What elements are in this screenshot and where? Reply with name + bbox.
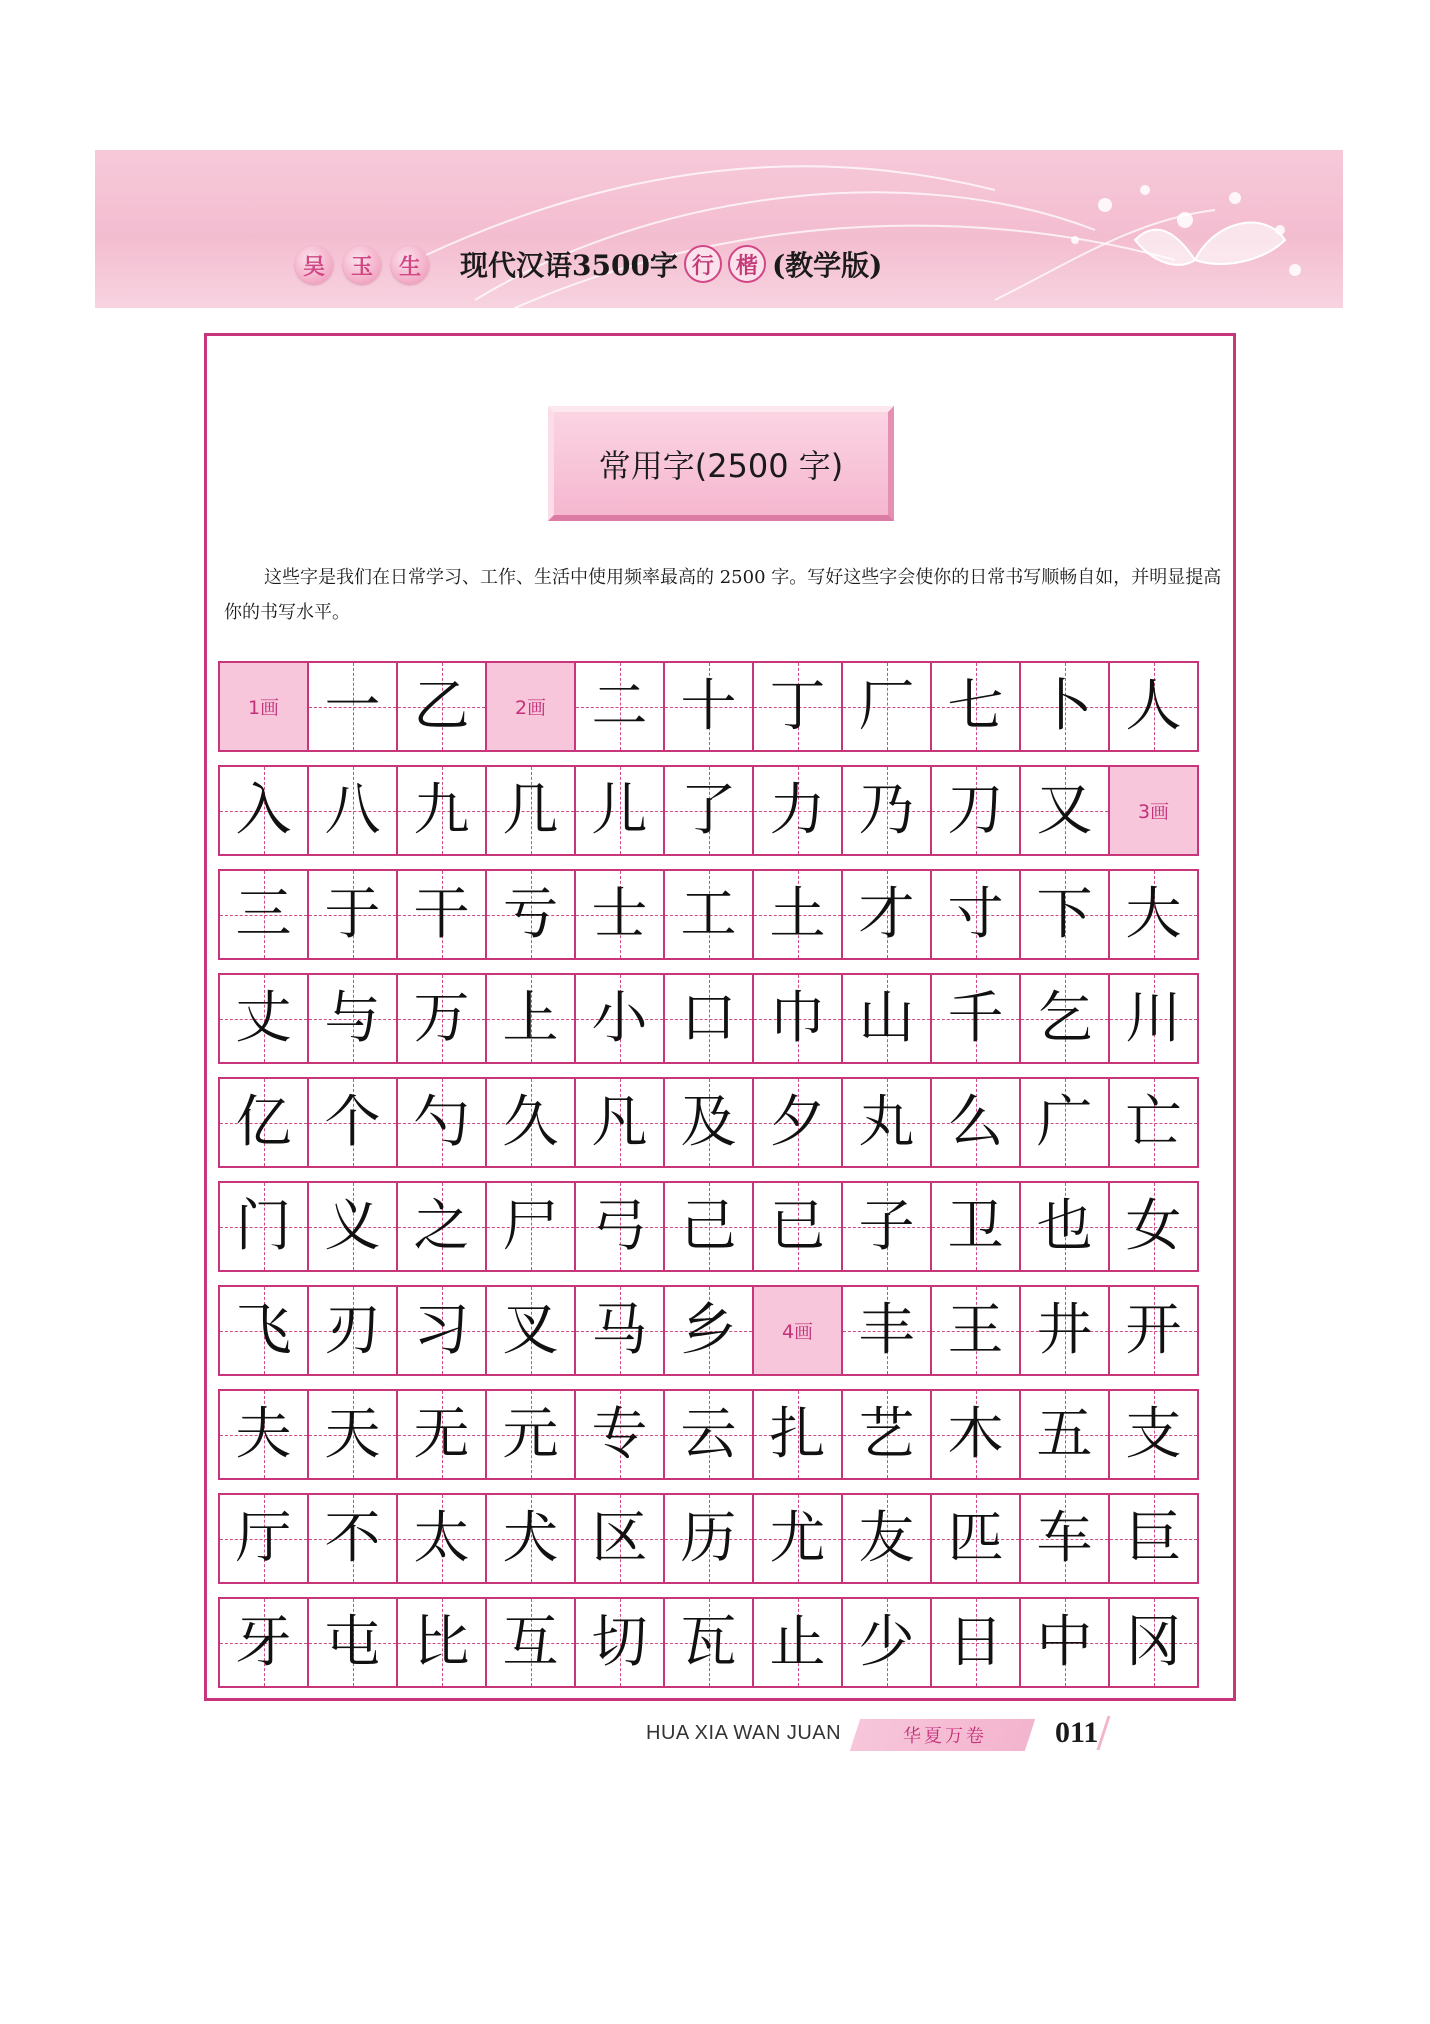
banner-decoration: [95, 150, 1343, 308]
practice-character: 口: [680, 985, 737, 1051]
character-cell: [485, 973, 576, 1064]
character-cell: [218, 765, 309, 856]
character-cell: [1108, 1389, 1199, 1480]
intro-paragraph: 这些字是我们在日常学习、工作、生活中使用频率最高的 2500 字。写好这些字会使你的日常书写顺畅自如，并明显提高你的书写水平。: [224, 567, 1222, 623]
grid-row: [218, 765, 1219, 856]
character-cell: [307, 765, 398, 856]
character-cell: [307, 1077, 398, 1168]
character-cell: [841, 1181, 932, 1272]
practice-character: 上: [502, 985, 559, 1051]
practice-character: 匹: [947, 1505, 1004, 1571]
grid-row: [218, 869, 1219, 960]
character-cell: [1108, 973, 1199, 1064]
character-cell: [307, 1493, 398, 1584]
character-cell: [485, 1077, 576, 1168]
practice-character: 寸: [947, 881, 1004, 947]
character-cell: [1019, 1181, 1110, 1272]
character-cell: [485, 1181, 576, 1272]
practice-character: 丰: [858, 1297, 915, 1363]
practice-character: 刀: [947, 777, 1004, 843]
practice-character: 专: [591, 1401, 648, 1467]
practice-character: 丁: [769, 673, 826, 739]
grid-row: [218, 1597, 1219, 1688]
character-cell: [1019, 1285, 1110, 1376]
character-cell: [930, 869, 1021, 960]
practice-character: 下: [1036, 881, 1093, 947]
practice-character: 女: [1125, 1193, 1182, 1259]
practice-character: 无: [413, 1401, 470, 1467]
practice-character: 己: [680, 1193, 737, 1259]
practice-character: 王: [947, 1297, 1004, 1363]
character-cell: [485, 869, 576, 960]
character-cell: [752, 1077, 843, 1168]
practice-character: 弓: [591, 1193, 648, 1259]
character-cell: [841, 1285, 932, 1376]
stroke-count-label-cell: [1108, 765, 1199, 856]
practice-character: 尸: [502, 1193, 559, 1259]
practice-character: 凡: [591, 1089, 648, 1155]
character-cell: [1019, 869, 1110, 960]
character-cell: [574, 1181, 665, 1272]
character-cell: [752, 1597, 843, 1688]
character-cell: [218, 1493, 309, 1584]
practice-character: 犬: [502, 1505, 559, 1571]
practice-character: 中: [1036, 1609, 1093, 1675]
character-cell: [752, 765, 843, 856]
grid-row: [218, 1077, 1219, 1168]
character-cell: [1019, 1597, 1110, 1688]
character-cell: [485, 1285, 576, 1376]
practice-character: 习: [413, 1297, 470, 1363]
character-cell: [396, 1493, 487, 1584]
character-cell: [396, 1597, 487, 1688]
character-cell: [396, 1077, 487, 1168]
practice-character: 牙: [235, 1609, 292, 1675]
practice-character: 万: [413, 985, 470, 1051]
practice-character: 互: [502, 1609, 559, 1675]
series-name: 现代汉语3500字: [460, 249, 678, 282]
character-cell: [663, 1285, 754, 1376]
practice-character: 之: [413, 1193, 470, 1259]
practice-character: 支: [1125, 1401, 1182, 1467]
practice-character: 个: [324, 1089, 381, 1155]
character-cell: [574, 973, 665, 1064]
practice-character: 瓦: [680, 1609, 737, 1675]
practice-character: 人: [1125, 673, 1182, 739]
character-cell: [218, 869, 309, 960]
character-cell: [930, 1389, 1021, 1480]
character-cell: [930, 973, 1021, 1064]
character-cell: [841, 1389, 932, 1480]
grid-row: [218, 661, 1219, 752]
author-name: [295, 246, 429, 284]
grid-row: [218, 1493, 1219, 1584]
character-grid: [218, 661, 1219, 1701]
character-cell: [1019, 1077, 1110, 1168]
character-cell: [1019, 973, 1110, 1064]
practice-character: 已: [769, 1193, 826, 1259]
character-cell: [307, 1389, 398, 1480]
character-cell: [841, 973, 932, 1064]
character-cell: [574, 661, 665, 752]
character-cell: [307, 1181, 398, 1272]
character-cell: [307, 1285, 398, 1376]
practice-character: 及: [680, 1089, 737, 1155]
practice-character: 么: [947, 1089, 1004, 1155]
practice-character: 少: [858, 1609, 915, 1675]
practice-character: 与: [324, 985, 381, 1051]
practice-character: 区: [591, 1505, 648, 1571]
practice-character: 太: [413, 1505, 470, 1571]
character-cell: [841, 869, 932, 960]
character-cell: [218, 1181, 309, 1272]
character-cell: [930, 1285, 1021, 1376]
character-cell: [930, 1181, 1021, 1272]
character-cell: [1019, 765, 1110, 856]
character-cell: [218, 1285, 309, 1376]
practice-character: 干: [413, 881, 470, 947]
practice-character: 尤: [769, 1505, 826, 1571]
practice-character: 厅: [235, 1505, 292, 1571]
character-cell: [663, 661, 754, 752]
footer-badge: 华夏万卷: [903, 1726, 987, 1747]
practice-character: 山: [858, 985, 915, 1051]
character-cell: [663, 1389, 754, 1480]
practice-character: 士: [591, 881, 648, 947]
character-cell: [663, 1181, 754, 1272]
practice-character: 入: [235, 777, 292, 843]
practice-character: 儿: [591, 777, 648, 843]
practice-character: 卜: [1036, 673, 1093, 739]
practice-character: 了: [680, 777, 737, 843]
practice-character: 丸: [858, 1089, 915, 1155]
page-slash-decoration: [1096, 1716, 1110, 1750]
practice-character: 井: [1036, 1297, 1093, 1363]
character-cell: [841, 1493, 932, 1584]
character-cell: [574, 1077, 665, 1168]
practice-character: 开: [1125, 1297, 1182, 1363]
practice-character: 丈: [235, 985, 292, 1051]
character-cell: [663, 973, 754, 1064]
stroke-count-label: 3画: [1137, 801, 1170, 823]
practice-character: 比: [413, 1609, 470, 1675]
character-cell: [841, 765, 932, 856]
character-cell: [1108, 1493, 1199, 1584]
character-cell: [218, 1077, 309, 1168]
character-cell: [218, 1597, 309, 1688]
stroke-count-label-cell: [485, 661, 576, 752]
practice-character: 巾: [769, 985, 826, 1051]
character-cell: [485, 1597, 576, 1688]
character-cell: [307, 973, 398, 1064]
character-cell: [574, 1285, 665, 1376]
practice-character: 几: [502, 777, 559, 843]
practice-character: 冈: [1125, 1609, 1182, 1675]
author-char: 吴: [295, 246, 333, 284]
character-cell: [663, 869, 754, 960]
character-cell: [1108, 869, 1199, 960]
practice-character: 屯: [324, 1609, 381, 1675]
practice-character: 二: [591, 673, 648, 739]
style-badge: 楷: [728, 245, 766, 283]
practice-character: 马: [591, 1297, 648, 1363]
character-cell: [1108, 1285, 1199, 1376]
character-cell: [752, 661, 843, 752]
practice-character: 门: [235, 1193, 292, 1259]
practice-character: 土: [769, 881, 826, 947]
practice-character: 于: [324, 881, 381, 947]
stroke-count-label: 1画: [247, 697, 280, 719]
practice-character: 力: [769, 777, 826, 843]
character-cell: [1108, 661, 1199, 752]
practice-character: 大: [1125, 881, 1182, 947]
practice-character: 亿: [235, 1089, 292, 1155]
character-cell: [307, 1597, 398, 1688]
character-cell: [841, 1597, 932, 1688]
stroke-count-label-cell: [752, 1285, 843, 1376]
character-cell: [485, 765, 576, 856]
character-cell: [307, 661, 398, 752]
character-cell: [396, 1181, 487, 1272]
character-cell: [396, 1389, 487, 1480]
practice-character: 云: [680, 1401, 737, 1467]
practice-character: 不: [324, 1505, 381, 1571]
character-cell: [396, 869, 487, 960]
practice-character: 夫: [235, 1401, 292, 1467]
character-cell: [930, 765, 1021, 856]
practice-character: 艺: [858, 1401, 915, 1467]
character-cell: [1108, 1181, 1199, 1272]
character-cell: [1019, 1493, 1110, 1584]
character-cell: [218, 973, 309, 1064]
character-cell: [930, 1077, 1021, 1168]
practice-character: 才: [858, 881, 915, 947]
character-cell: [574, 1597, 665, 1688]
practice-character: 切: [591, 1609, 648, 1675]
character-cell: [1108, 1077, 1199, 1168]
author-char: 玉: [343, 246, 381, 284]
character-cell: [396, 1285, 487, 1376]
practice-character: 工: [680, 881, 737, 947]
author-char: 生: [391, 246, 429, 284]
practice-character: 巨: [1125, 1505, 1182, 1571]
practice-character: 止: [769, 1609, 826, 1675]
practice-character: 友: [858, 1505, 915, 1571]
character-cell: [574, 869, 665, 960]
character-cell: [218, 1389, 309, 1480]
practice-character: 川: [1125, 985, 1182, 1051]
practice-character: 乃: [858, 777, 915, 843]
practice-character: 亡: [1125, 1089, 1182, 1155]
practice-character: 乞: [1036, 985, 1093, 1051]
footer-brand: HUA XIA WAN JUAN: [646, 1722, 842, 1744]
practice-character: 子: [858, 1193, 915, 1259]
practice-character: 小: [591, 985, 648, 1051]
practice-character: 乙: [413, 673, 470, 739]
practice-character: 天: [324, 1401, 381, 1467]
practice-character: 三: [235, 881, 292, 947]
practice-character: 九: [413, 777, 470, 843]
character-cell: [485, 1389, 576, 1480]
practice-character: 木: [947, 1401, 1004, 1467]
character-cell: [930, 1597, 1021, 1688]
grid-row: [218, 1285, 1219, 1376]
practice-character: 日: [947, 1609, 1004, 1675]
character-cell: [396, 661, 487, 752]
practice-character: 久: [502, 1089, 559, 1155]
page-number: 011: [1055, 1716, 1099, 1749]
practice-character: 千: [947, 985, 1004, 1051]
practice-character: 勺: [413, 1089, 470, 1155]
character-cell: [752, 973, 843, 1064]
character-cell: [663, 1597, 754, 1688]
character-cell: [752, 1493, 843, 1584]
practice-character: 卫: [947, 1193, 1004, 1259]
grid-row: [218, 1389, 1219, 1480]
practice-character: 五: [1036, 1401, 1093, 1467]
character-cell: [574, 1389, 665, 1480]
edition-label: (教学版): [771, 249, 883, 282]
character-cell: [663, 1493, 754, 1584]
practice-character: 乡: [680, 1297, 737, 1363]
practice-character: 也: [1036, 1193, 1093, 1259]
practice-character: 元: [502, 1401, 559, 1467]
practice-character: 车: [1036, 1505, 1093, 1571]
character-cell: [1019, 661, 1110, 752]
character-cell: [841, 1077, 932, 1168]
character-cell: [752, 1181, 843, 1272]
practice-character: 十: [680, 673, 737, 739]
practice-character: 厂: [858, 673, 915, 739]
character-cell: [930, 661, 1021, 752]
header-banner: [95, 150, 1343, 308]
style-badge: 行: [684, 245, 722, 283]
stroke-count-label: 2画: [514, 697, 547, 719]
section-title: 常用字(2500 字): [548, 406, 894, 521]
practice-character: 又: [1036, 777, 1093, 843]
character-cell: [396, 765, 487, 856]
character-cell: [574, 1493, 665, 1584]
series-title: [460, 244, 882, 284]
practice-character: 夕: [769, 1089, 826, 1155]
practice-character: 七: [947, 673, 1004, 739]
character-cell: [396, 973, 487, 1064]
character-cell: [752, 1389, 843, 1480]
character-cell: [841, 661, 932, 752]
grid-row: [218, 973, 1219, 1064]
practice-character: 义: [324, 1193, 381, 1259]
practice-character: 亏: [502, 881, 559, 947]
character-cell: [485, 1493, 576, 1584]
practice-character: 历: [680, 1505, 737, 1571]
practice-character: 扎: [769, 1401, 826, 1467]
practice-character: 广: [1036, 1089, 1093, 1155]
practice-character: 叉: [502, 1297, 559, 1363]
character-cell: [752, 869, 843, 960]
character-cell: [1019, 1389, 1110, 1480]
character-cell: [307, 869, 398, 960]
character-cell: [1108, 1597, 1199, 1688]
character-cell: [930, 1493, 1021, 1584]
grid-row: [218, 1181, 1219, 1272]
practice-character: 八: [324, 777, 381, 843]
practice-character: 刃: [324, 1297, 381, 1363]
character-cell: [663, 1077, 754, 1168]
stroke-count-label: 4画: [781, 1321, 814, 1343]
stroke-count-label-cell: [218, 661, 309, 752]
practice-character: 一: [324, 673, 381, 739]
practice-character: 飞: [235, 1297, 292, 1363]
character-cell: [574, 765, 665, 856]
character-cell: [663, 765, 754, 856]
